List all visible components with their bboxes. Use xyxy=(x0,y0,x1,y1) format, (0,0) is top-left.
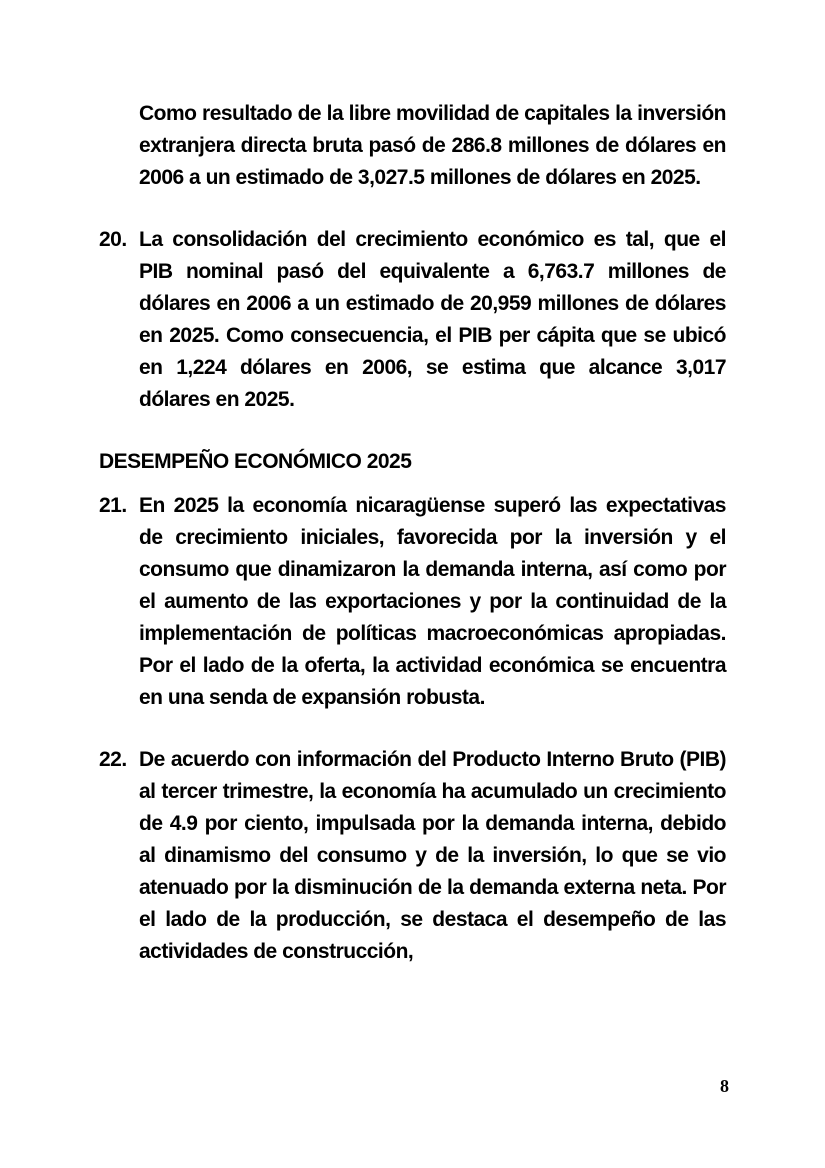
paragraph-20-number: 20. xyxy=(99,228,127,251)
paragraph-22-text: De acuerdo con información del Producto Interno Bruto (PIB) al tercer trimestre, la economía ha acumulado un crecimiento de 4.9 por ciento, impulsada por la demanda interna, debido al dinamismo del consumo y de la inversión, lo que se vio atenuado por la disminución de la demanda externa neta. Por el lado de la producción, se destaca el desempeño de las actividades de construcción, xyxy=(139,748,726,963)
paragraph-22-number: 22. xyxy=(99,748,127,771)
intro-paragraph: Como resultado de la libre movilidad de capitales la inversión extranjera directa bruta pasó de 286.8 millones de dólares en 2006 a un estimado de 3,027.5 millones de dólares en 2025. xyxy=(139,102,726,189)
paragraph-20-text: La consolidación del crecimiento económico es tal, que el PIB nominal pasó del equivalente a 6,763.7 millones de dólares en 2006 a un estimado de 20,959 millones de dólares en 2025. Como consecuencia, el PIB per cápita que se ubicó en 1,224 dólares en 2006, se estima que alcance 3,017 dólares en 2025. xyxy=(139,228,726,411)
paragraph-21-text: En 2025 la economía nicaragüense superó las expectativas de crecimiento iniciales, favorecida por la inversión y el consumo que dinamizaron la demanda interna, así como por el aumento de las exportaciones y por la continuidad de la implementación de políticas macroeconómicas apropiadas. Por el lado de la oferta, la actividad económica se encuentra en una senda de expansión robusta. xyxy=(139,494,726,709)
paragraph-21-number: 21. xyxy=(99,494,127,517)
paragraph-22 xyxy=(99,744,726,968)
section-heading: DESEMPEÑO ECONÓMICO 2025 xyxy=(99,450,412,473)
paragraph-21 xyxy=(99,490,726,714)
text-block xyxy=(99,98,726,998)
paragraph-20 xyxy=(99,224,726,416)
page-number: 8 xyxy=(720,1076,729,1096)
